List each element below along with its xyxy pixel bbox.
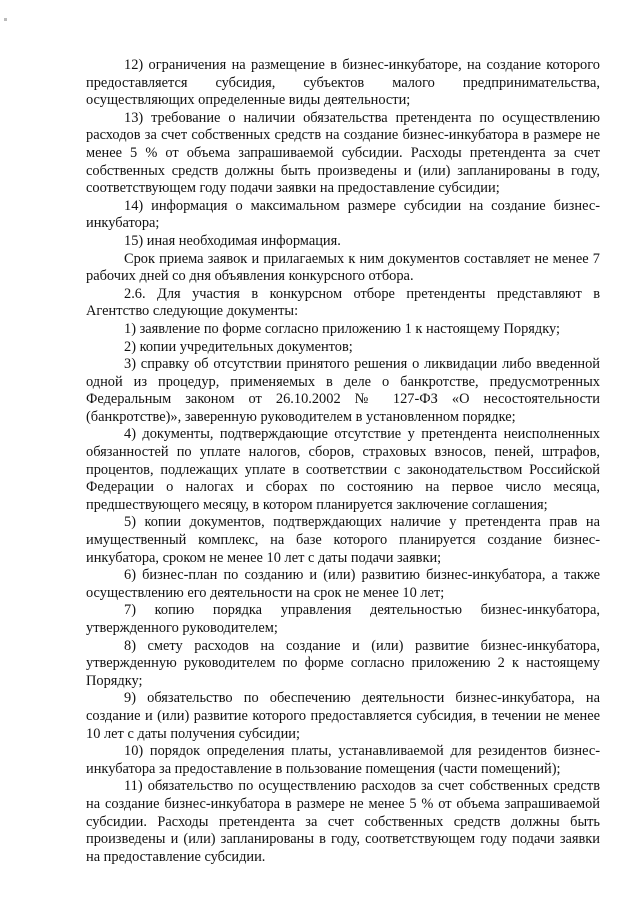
paragraph-deadline: Срок приема заявок и прилагаемых к ним документов составляет не менее 7 рабочих дней со дня объявления конкурсного отбора.	[86, 250, 600, 285]
paragraph-item-12: 12) ограничения на размещение в бизнес-инкубаторе, на создание которого предоставляется субсидия, субъектов малого предпринимательства, осуществляющих определенные виды деятельности;	[86, 57, 600, 109]
paragraph-doc-2: 2) копии учредительных документов;	[124, 338, 353, 355]
paragraph-doc-4: 4) документы, подтверждающие отсутствие у претендента неисполненных обязанностей по уплате налогов, сборов, страховых взносов, пеней, штрафов, процентов, подлежащих уплате в соответствии с законодательством Российской Федерации о налогах и сборах по состоянию на первое число месяца, предшествующего месяцу, в котором планируется заключение соглашения;	[86, 426, 600, 513]
paragraph-item-13: 13) требование о наличии обязательства претендента по осуществлению расходов за счет собственных средств на создание бизнес-инкубатора в размере не менее 5 % от объема запрашиваемой субсидии. Расходы претендента за счет собственных средств должны быть произведены и (или) запланированы в году, соответствующем году подачи заявки на предоставление субсидии;	[86, 109, 600, 197]
paragraph-doc-5: 5) копии документов, подтверждающих наличие у претендента прав на имущественный комплекс, на базе которого планируется создание бизнес-инкубатора, сроком не менее 10 лет с даты подачи заявки;	[86, 514, 600, 566]
paragraph-doc-6: 6) бизнес-план по созданию и (или) развитию бизнес-инкубатора, а также осуществлению его деятельности на срок не менее 10 лет;	[86, 567, 600, 601]
paragraph-item-15: 15) иная необходимая информация.	[124, 232, 341, 249]
paragraph-doc-3: 3) справку об отсутствии принятого решения о ликвидации либо введенной одной из процедур, применяемых в деле о банкротстве, предусмотренных Федеральным законом от 26.10.2002 № 127-ФЗ «О несостоятельности (банкротстве)», заверенную руководителем в установленном порядке;	[86, 356, 600, 425]
paragraph-doc-10: 10) порядок определения платы, устанавливаемой для резидентов бизнес-инкубатора за предоставление в пользование помещения (части помещений);	[86, 743, 600, 777]
paragraph-doc-7: 7) копию порядка управления деятельностью бизнес-инкубатора, утвержденного руководителем;	[86, 602, 600, 636]
paragraph-item-14: 14) информация о максимальном размере субсидии на создание бизнес-инкубатора;	[86, 197, 600, 232]
paragraph-doc-9: 9) обязательство по обеспечению деятельности бизнес-инкубатора, на создание и (или) развитие которого предоставляется субсидия, в течении не менее 10 лет с даты получения субсидии;	[86, 690, 600, 742]
paragraph-doc-8: 8) смету расходов на создание и (или) развитие бизнес-инкубатора, утвержденную руководителем по форме согласно приложению 2 к настоящему Порядку;	[86, 637, 600, 689]
scan-speck	[4, 18, 7, 21]
paragraph-section-2-6: 2.6. Для участия в конкурсном отборе претенденты представляют в Агентство следующие документы:	[86, 285, 600, 320]
document-body	[86, 57, 600, 866]
paragraph-doc-1: 1) заявление по форме согласно приложению 1 к настоящему Порядку;	[124, 320, 561, 337]
paragraph-doc-11: 11) обязательство по осуществлению расходов за счет собственных средств на создание бизнес-инкубатора в размере не менее 5 % от объема запрашиваемой субсидии. Расходы претендента за счет собственных средств должны быть произведены и (или) запланированы в году, соответствующем году подачи заявки на предоставление субсидии.	[86, 778, 600, 865]
